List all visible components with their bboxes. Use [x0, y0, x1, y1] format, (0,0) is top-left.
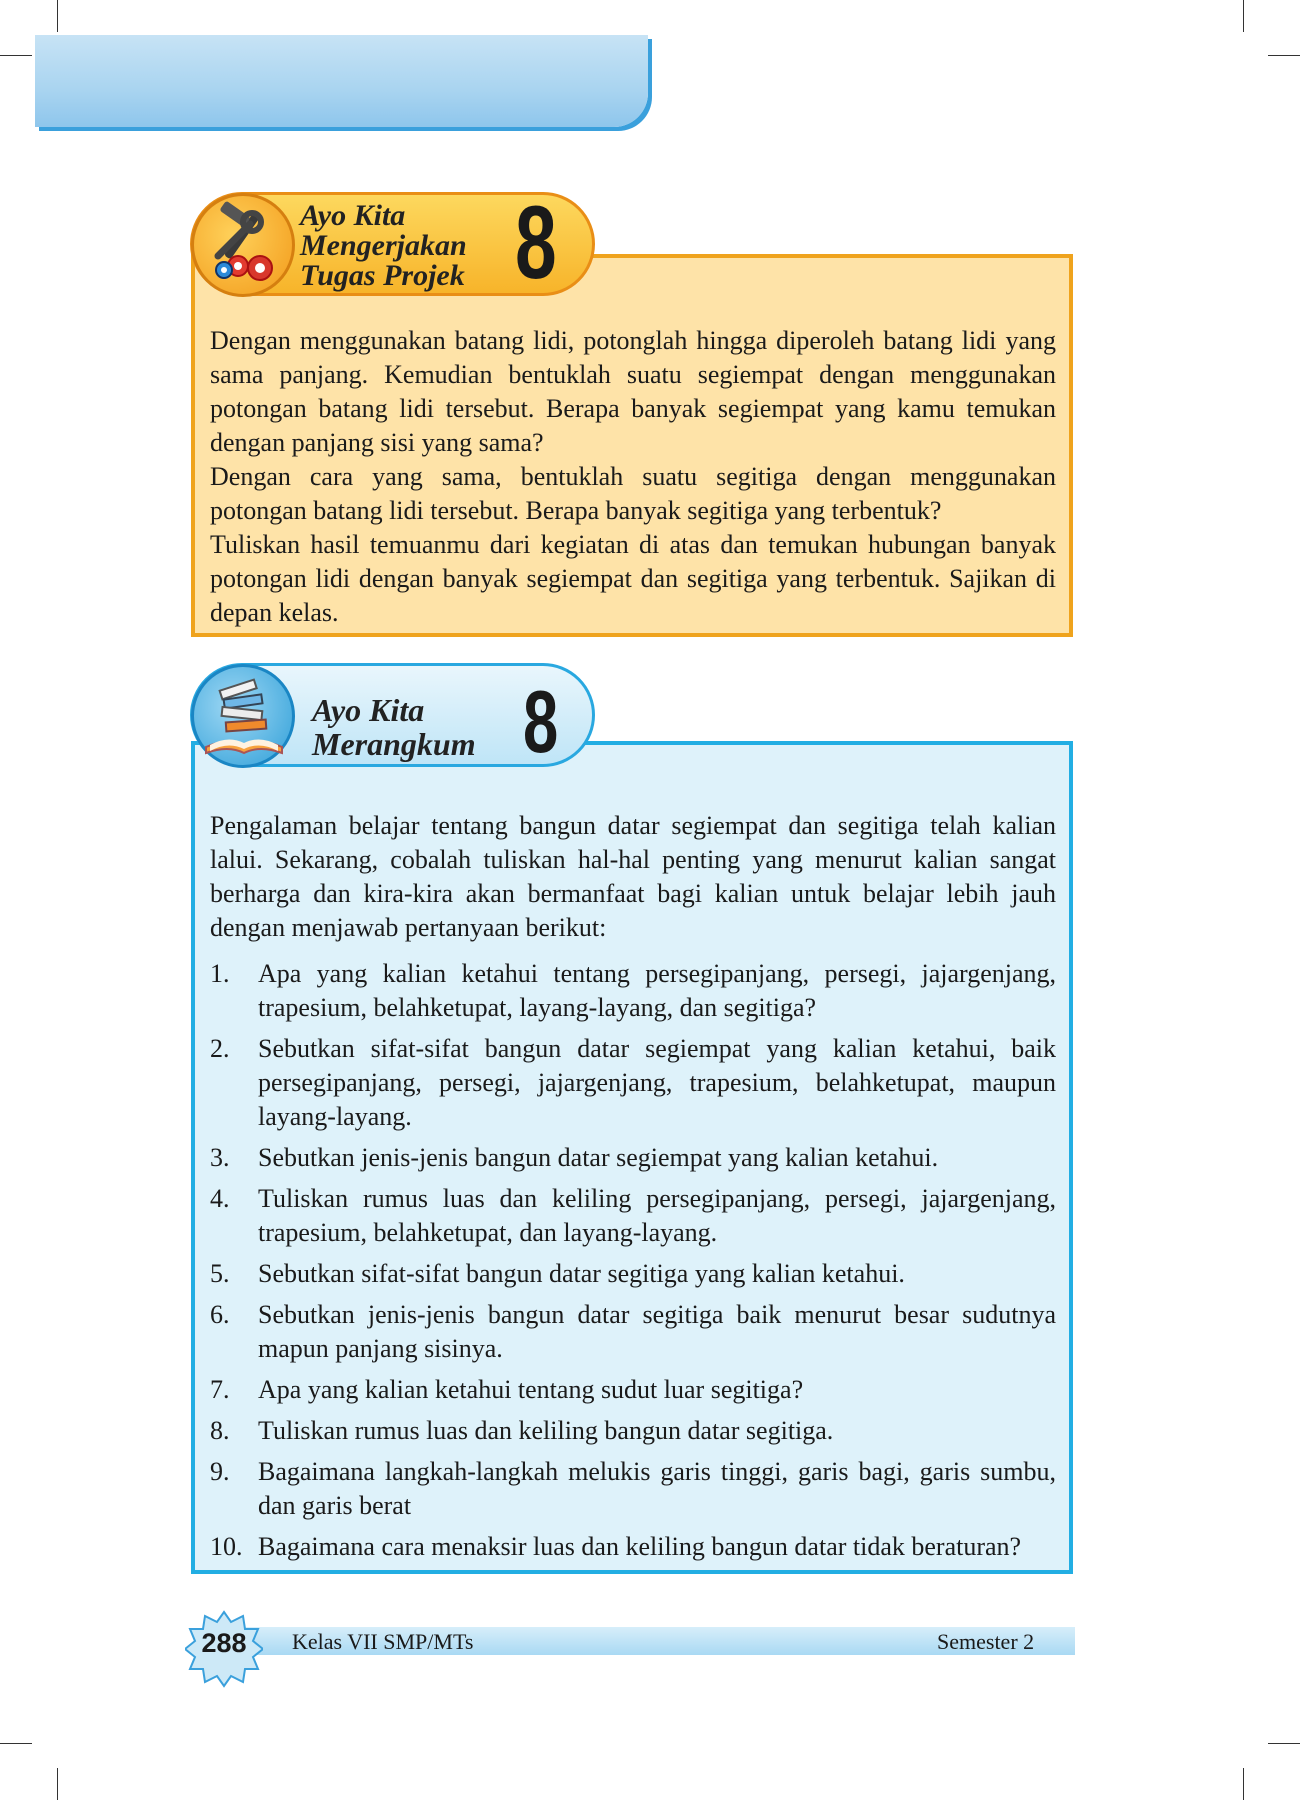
crop-mark [1243, 1768, 1244, 1800]
project-box [191, 254, 1073, 637]
question-number: 1. [210, 959, 230, 988]
summary-intro: Pengalaman belajar tentang bangun datar segiempat dan segitiga telah kalian lalui. Sekarang, cobalah tuliskan hal-hal penting yang menurut kalian sangat berharga dan kira-kira akan bermanfaat bagi kalian untuk belajar lebih jauh dengan menjawab pertanyaan berikut: [210, 811, 1056, 942]
project-header-tab [190, 185, 595, 301]
project-title-line: Tugas Projek [300, 259, 465, 292]
list-item [210, 1182, 1056, 1250]
project-paragraph: Tuliskan hasil temuanmu dari kegiatan di atas dan temukan hubungan banyak potongan lidi dengan banyak segiempat dan segitiga yang terbentuk. Sajikan di depan kelas. [210, 530, 1056, 627]
crop-mark [0, 55, 32, 56]
question-text: Tuliskan rumus luas dan keliling bangun datar segitiga. [258, 1416, 834, 1445]
summary-title-line: Ayo Kita [312, 692, 425, 728]
project-number: 8 [515, 185, 557, 301]
summary-content [210, 809, 1056, 1571]
page-number: 288 [201, 1628, 247, 1658]
question-number: 8. [210, 1416, 230, 1445]
question-text: Sebutkan jenis-jenis bangun datar segiempat yang kalian ketahui. [258, 1143, 939, 1172]
question-number: 6. [210, 1300, 230, 1329]
list-item [210, 1032, 1056, 1134]
question-number: 3. [210, 1143, 230, 1172]
question-text: Apa yang kalian ketahui tentang sudut luar segitiga? [258, 1375, 804, 1404]
list-item [210, 1257, 1056, 1291]
question-number: 9. [210, 1457, 230, 1486]
project-paragraph: Dengan menggunakan batang lidi, potonglah hingga diperoleh batang lidi yang sama panjang. Kemudian bentuklah suatu segiempat dengan menggunakan potongan batang lidi tersebut. Berapa banyak segiempat yang kamu temukan dengan panjang sisi yang sama? [210, 326, 1056, 457]
summary-title [312, 693, 476, 761]
question-text: Sebutkan jenis-jenis bangun datar segitiga baik menurut besar sudutnya mapun panjang sisinya. [258, 1300, 1056, 1363]
header-banner [35, 35, 648, 127]
list-item [210, 957, 1056, 1025]
question-number: 2. [210, 1034, 230, 1063]
crop-mark [1243, 0, 1244, 32]
books-icon [191, 664, 295, 768]
footer-semester-label: Semester 2 [937, 1629, 1035, 1654]
list-item [210, 1141, 1056, 1175]
project-paragraph: Dengan cara yang sama, bentuklah suatu segitiga dengan menggunakan potongan batang lidi tersebut. Berapa banyak segitiga yang terbentuk? [210, 462, 1056, 525]
list-item [210, 1455, 1056, 1523]
question-number: 4. [210, 1184, 230, 1213]
footer-class-label: Kelas VII SMP/MTs [292, 1629, 474, 1654]
question-number: 5. [210, 1259, 230, 1288]
summary-number: 8 [523, 672, 559, 771]
summary-title-line: Merangkum [312, 726, 476, 762]
project-title-line: Ayo Kita [300, 199, 406, 232]
project-content [210, 324, 1056, 630]
list-item [210, 1414, 1056, 1448]
question-text: Bagaimana langkah-langkah melukis garis tinggi, garis bagi, garis sumbu, dan garis berat [258, 1457, 1056, 1520]
list-item [210, 1298, 1056, 1366]
crop-mark [57, 0, 58, 32]
question-text: Apa yang kalian ketahui tentang persegipanjang, persegi, jajargenjang, trapesium, belahketupat, layang-layang, dan segitiga? [258, 959, 1056, 1022]
summary-box [191, 741, 1073, 1574]
question-text: Tuliskan rumus luas dan keliling persegipanjang, persegi, jajargenjang, trapesium, belahketupat, dan layang-layang. [258, 1184, 1056, 1247]
question-number: 10. [210, 1532, 243, 1561]
crop-mark [0, 1743, 32, 1744]
question-number: 7. [210, 1375, 230, 1404]
question-list [210, 957, 1056, 1564]
question-text: Bagaimana cara menaksir luas dan keliling bangun datar tidak beraturan? [258, 1532, 1022, 1561]
crop-mark [1268, 55, 1300, 56]
project-title-line: Mengerjakan [300, 229, 467, 262]
summary-header-tab [190, 663, 595, 771]
crop-mark [57, 1768, 58, 1800]
list-item [210, 1530, 1056, 1564]
question-text: Sebutkan sifat-sifat bangun datar segitiga yang kalian ketahui. [258, 1259, 905, 1288]
question-text: Sebutkan sifat-sifat bangun datar segiempat yang kalian ketahui, baik persegipanjang, persegi, jajargenjang, trapesium, belahketupat, maupun layang-layang. [258, 1034, 1056, 1131]
tools-gear-icon [191, 193, 295, 297]
project-title [300, 201, 467, 291]
crop-mark [1268, 1743, 1300, 1744]
list-item [210, 1373, 1056, 1407]
